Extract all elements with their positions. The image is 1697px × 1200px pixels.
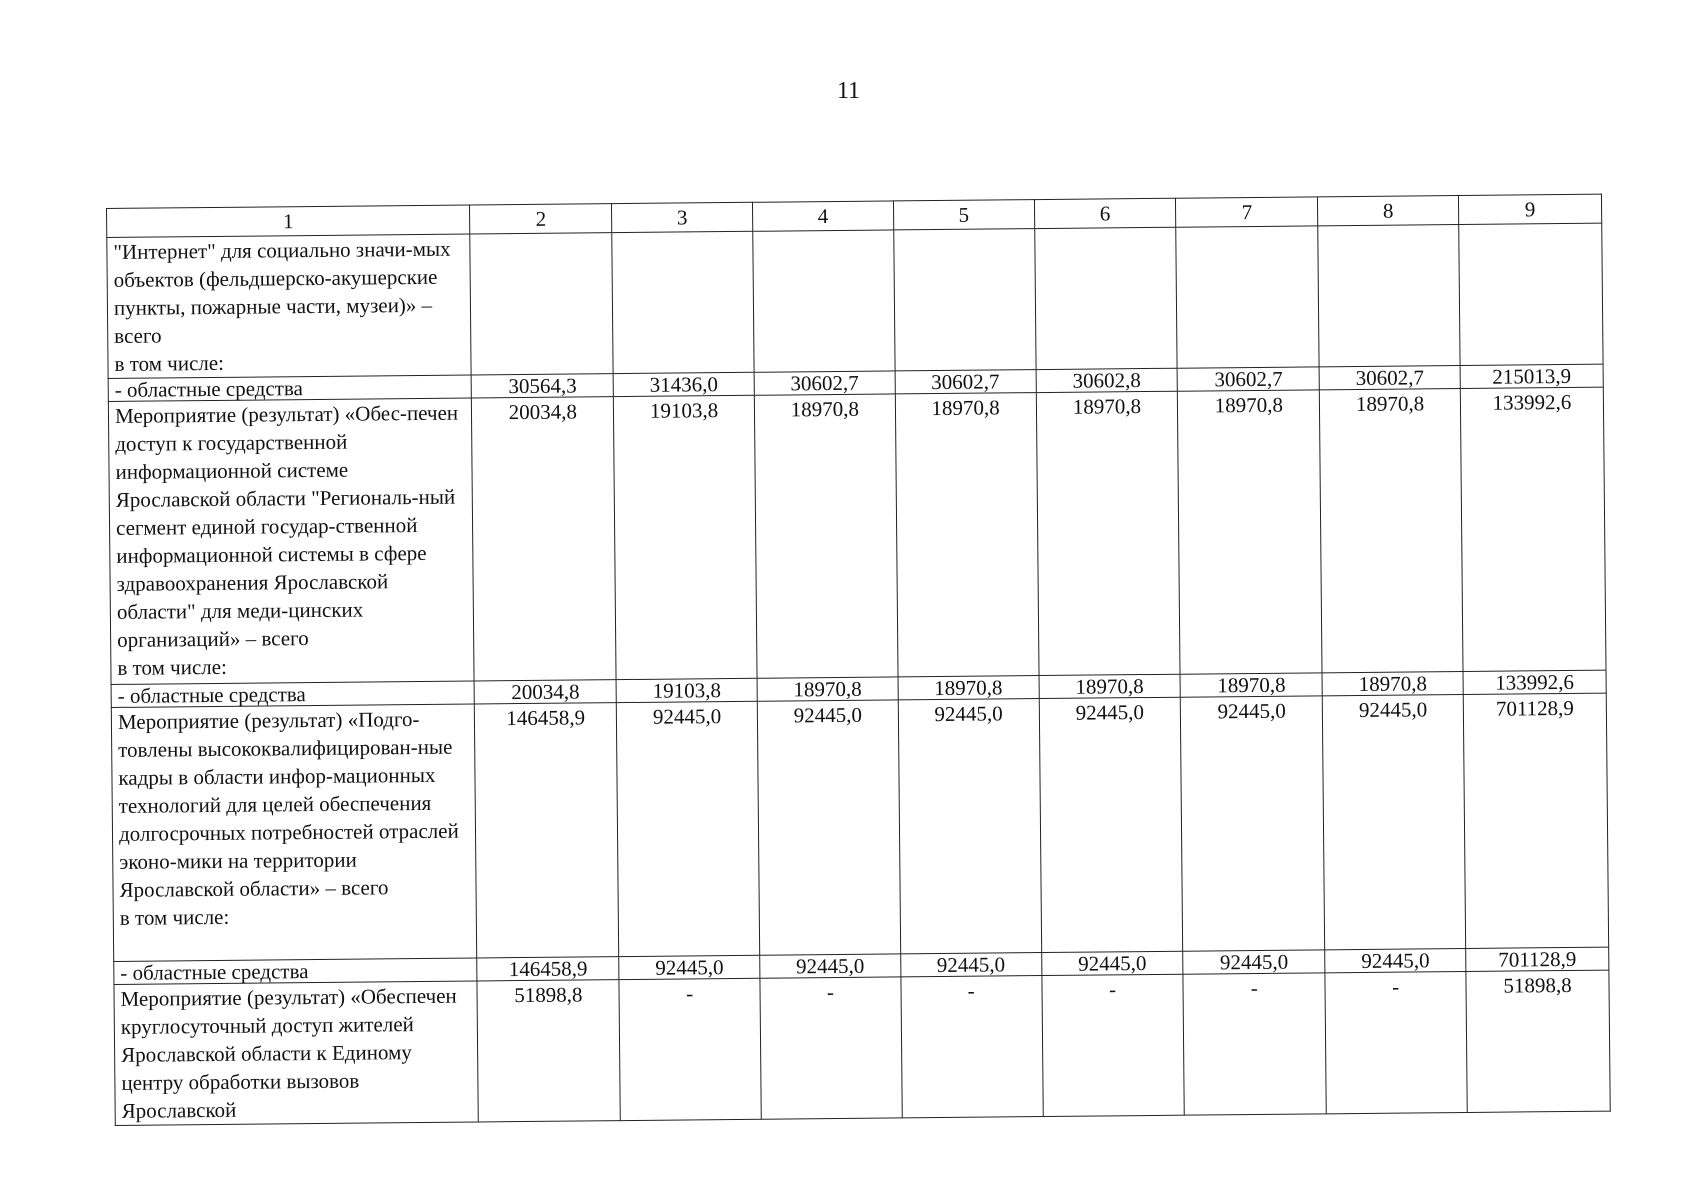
- header-cell: 5: [893, 200, 1034, 230]
- activity-description: "Интернет" для социально значи-мых объектов (фельдшерско-акушерские пункты, пожарные части, музеи)» – всего: [113, 236, 451, 348]
- value-cell: 18970,8: [1180, 673, 1322, 697]
- page-number: 11: [836, 78, 861, 104]
- activity-description-cell: [108, 398, 474, 684]
- value-cell: 146458,9: [475, 703, 619, 958]
- value-cell: 18970,8: [1320, 389, 1463, 673]
- value-cell: 30602,8: [1036, 368, 1178, 392]
- value-cell: 20034,8: [472, 397, 617, 681]
- value-cell: 92445,0: [1181, 696, 1325, 951]
- value-cell: 19103,8: [616, 678, 757, 702]
- value-cell: 92445,0: [617, 701, 760, 956]
- header-cell: 1: [107, 205, 471, 237]
- value-cell: 18970,8: [1322, 671, 1463, 695]
- activity-description: Мероприятие (результат) «Обеспечен круглосуточный доступ жителей Ярославской области к Единому центру обработки вызовов Ярославской: [120, 983, 457, 1123]
- total-cell: [1459, 223, 1603, 365]
- activity-description: Мероприятие (результат) «Обес-печен доступ к государственной информационной системе Ярославской области "Региональ-ный сегмент единой государ-ственной информационной системы в сфере здравоохранения Ярославской области" для меди-цинских организаций» – всего: [114, 400, 459, 652]
- value-cell: 31436,0: [613, 372, 754, 396]
- activity-description-cell: [107, 234, 472, 378]
- value-cell: 92445,0: [1183, 950, 1325, 974]
- value-cell: 146458,9: [477, 957, 619, 981]
- table-row: [108, 387, 1606, 684]
- value-cell: [612, 231, 754, 373]
- total-cell: 51898,8: [1466, 970, 1610, 1112]
- table-row: [111, 693, 1608, 961]
- value-cell: 30564,3: [471, 374, 613, 398]
- header-cell: 7: [1176, 197, 1318, 227]
- value-cell: 30602,7: [895, 370, 1036, 394]
- value-cell: 18970,8: [1039, 674, 1181, 698]
- value-cell: 92445,0: [619, 955, 760, 979]
- header-cell: 3: [612, 202, 753, 232]
- total-cell: 701128,9: [1463, 693, 1608, 948]
- including-label: в том числе:: [117, 654, 227, 680]
- value-cell: 51898,8: [477, 980, 620, 1122]
- funding-source-cell: - областные средства: [108, 375, 472, 401]
- including-label: в том числе:: [119, 904, 230, 930]
- value-cell: -: [901, 976, 1043, 1118]
- budget-table: [106, 194, 1611, 1126]
- activity-description-cell: [114, 981, 479, 1125]
- value-cell: 18970,8: [1036, 391, 1181, 675]
- value-cell: 30602,7: [754, 371, 895, 395]
- header-cell: 4: [752, 201, 893, 231]
- funding-source-cell: - областные средства: [114, 958, 478, 984]
- activity-description: Мероприятие (результат) «Подго-товлены высококвалифицирован-ные кадры в области инфор-мационных технологий для целей обеспечения долгосрочных потребностей отраслей эконо-мики на территории Ярославской области» – всего: [117, 707, 459, 902]
- value-cell: 18970,8: [898, 676, 1039, 700]
- value-cell: 92445,0: [760, 954, 901, 978]
- header-cell: 2: [470, 204, 612, 234]
- value-cell: [1034, 227, 1177, 369]
- value-cell: [894, 229, 1036, 371]
- value-cell: 19103,8: [614, 395, 757, 679]
- total-cell: 133992,6: [1463, 670, 1606, 694]
- value-cell: -: [1325, 971, 1467, 1113]
- value-cell: 20034,8: [474, 680, 616, 704]
- value-cell: -: [760, 977, 902, 1119]
- table-row: [107, 223, 1603, 378]
- value-cell: 92445,0: [1041, 951, 1183, 975]
- activity-description-cell: [111, 704, 477, 961]
- value-cell: -: [619, 978, 761, 1120]
- funding-source-cell: - областные средства: [111, 681, 475, 707]
- value-cell: 18970,8: [757, 677, 898, 701]
- total-cell: 215013,9: [1460, 364, 1603, 388]
- value-cell: [1318, 225, 1460, 367]
- table-row: [114, 970, 1610, 1125]
- value-cell: [470, 233, 613, 375]
- value-cell: [1176, 226, 1319, 368]
- value-cell: 92445,0: [1325, 948, 1466, 972]
- value-cell: -: [1183, 973, 1326, 1115]
- value-cell: 30602,7: [1177, 367, 1319, 391]
- value-cell: 92445,0: [1039, 697, 1183, 952]
- value-cell: 92445,0: [900, 953, 1041, 977]
- value-cell: -: [1041, 974, 1184, 1116]
- value-cell: 18970,8: [895, 393, 1038, 677]
- value-cell: 92445,0: [757, 700, 900, 955]
- header-cell: 8: [1318, 196, 1459, 226]
- value-cell: 92445,0: [898, 699, 1041, 954]
- total-cell: 133992,6: [1460, 387, 1606, 671]
- header-cell: 6: [1034, 198, 1176, 228]
- value-cell: 18970,8: [1178, 390, 1323, 674]
- total-cell: 701128,9: [1466, 947, 1609, 971]
- value-cell: 18970,8: [754, 394, 897, 678]
- header-cell: 9: [1458, 194, 1601, 224]
- value-cell: 92445,0: [1322, 694, 1465, 949]
- including-label: в том числе:: [114, 350, 225, 376]
- value-cell: [753, 230, 895, 372]
- value-cell: 30602,7: [1319, 366, 1460, 390]
